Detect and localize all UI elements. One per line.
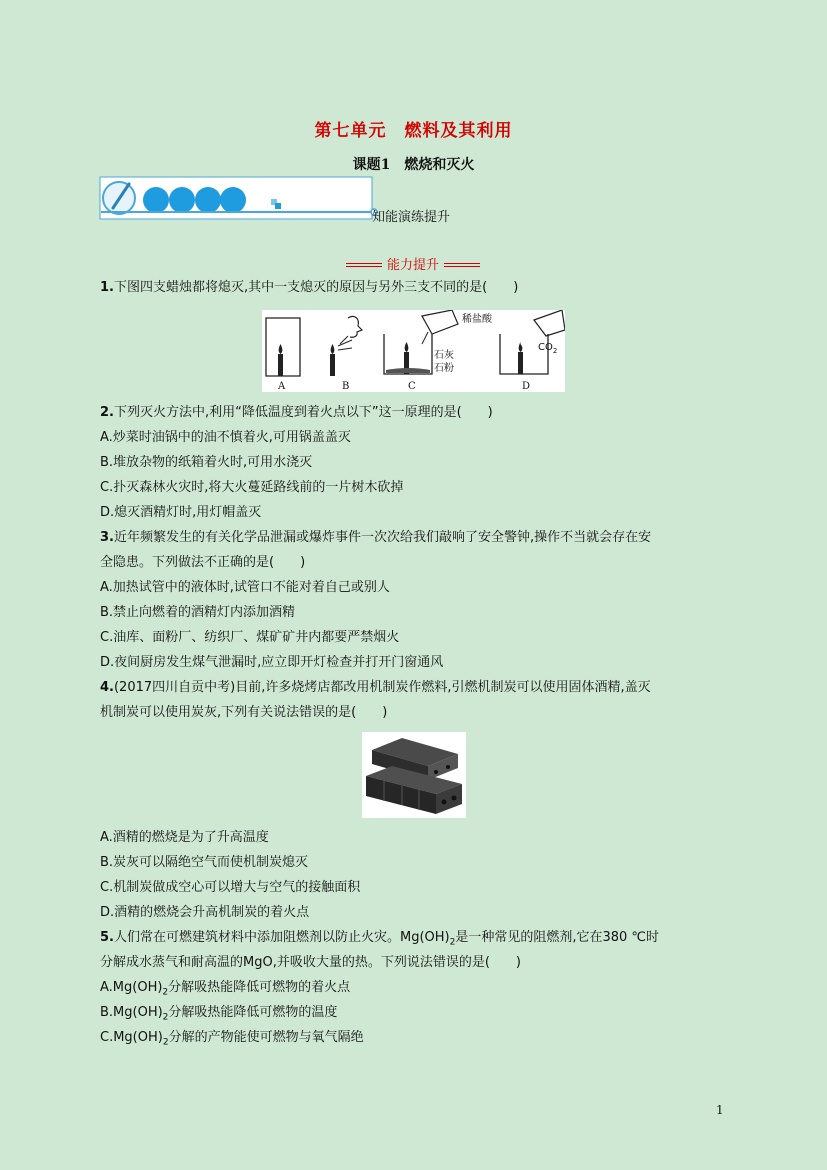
svg-text:稀盐酸: 稀盐酸: [462, 314, 492, 325]
q3-option-c: C.油库、面粉厂、纺织厂、煤矿矿井内都要严禁烟火: [100, 630, 400, 645]
lesson-title: 课题1 燃烧和灭火: [352, 157, 475, 173]
q2-option-b: B.堆放杂物的纸箱着火时,可用水浇灭: [100, 455, 313, 470]
question-3: 3.近年频繁发生的有关化学品泄漏或爆炸事件一次次给我们敲响了安全警钟,操作不当就会存在安: [100, 530, 652, 545]
charcoal-briquette-image: [362, 732, 466, 818]
question-5: 5.人们常在可燃建筑材料中添加阻燃剂以防止火灾。$Mg(OH)_2$是一种常见的阻燃剂,它在380 ℃时: [100, 930, 660, 948]
q4-option-a: A.酒精的燃烧是为了升高温度: [100, 830, 269, 845]
q5-option-c: $C.Mg(OH)_2$分解的产物能使可燃物与氧气隔绝: [100, 1030, 364, 1048]
question-4: 4.(2017四川自贡中考)目前,许多烧烤店都改用机制炭作燃料,引燃机制炭可以使用固体酒精,盖灭: [100, 680, 651, 695]
q5-option-a: $A.Mg(OH)_2$分解吸热能降低可燃物的着火点: [100, 980, 351, 998]
question-3-cont: 全隐患。下列做法不正确的是( ): [100, 555, 306, 570]
figure-label-d: D: [522, 381, 531, 392]
q5-option-b: $B.Mg(OH)_2$分解吸热能降低可燃物的温度: [100, 1005, 338, 1023]
question-5-cont: 分解成水蒸气和耐高温的MgO,并吸收大量的热。下列说法错误的是( ): [100, 955, 521, 970]
svg-text:石灰: 石灰: [434, 350, 454, 361]
q2-option-d: D.熄灭酒精灯时,用灯帽盖灭: [100, 505, 262, 520]
question-4-cont: 机制炭可以使用炭灰,下列有关说法错误的是( ): [100, 705, 388, 720]
question-1: 1.下图四支蜡烛都将熄灭,其中一支熄灭的原因与另外三支不同的是( ): [100, 280, 519, 295]
banner-graphic: [99, 176, 379, 220]
svg-text:石粉: 石粉: [434, 363, 454, 374]
svg-text:CO2: $CO_2$: [538, 342, 558, 355]
q4-option-b: B.炭灰可以隔绝空气而使机制炭熄灭: [100, 855, 309, 870]
page-number: 1: [716, 1103, 724, 1117]
q4-option-c: C.机制炭做成空心可以增大与空气的接触面积: [100, 880, 361, 895]
figure-label-b: B: [342, 381, 350, 392]
banner-text: 知能演练提升: [372, 210, 451, 225]
q3-option-d: D.夜间厨房发生煤气泄漏时,应立即开灯检查并打开门窗通风: [100, 655, 444, 670]
figure-label-c: C: [408, 381, 416, 392]
figure-label-a: A: [278, 381, 286, 392]
q3-option-a: A.加热试管中的液体时,试管口不能对着自己或别人: [100, 580, 390, 595]
q3-option-b: B.禁止向燃着的酒精灯内添加酒精: [100, 605, 296, 620]
section-heading: 能力提升: [346, 254, 480, 273]
q4-option-d: D.酒精的燃烧会升高机制炭的着火点: [100, 905, 310, 920]
q2-option-a: A.炒菜时油锅中的油不慎着火,可用锅盖盖灭: [100, 430, 351, 445]
q2-option-c: C.扑灭森林火灾时,将大火蔓延路线前的一片树木砍掉: [100, 480, 404, 495]
question-2: 2.下列灭火方法中,利用“降低温度到着火点以下”这一原理的是( ): [100, 405, 493, 420]
unit-title: 第七单元 燃料及其利用: [314, 121, 513, 141]
candle-experiment-figure: [262, 310, 565, 392]
